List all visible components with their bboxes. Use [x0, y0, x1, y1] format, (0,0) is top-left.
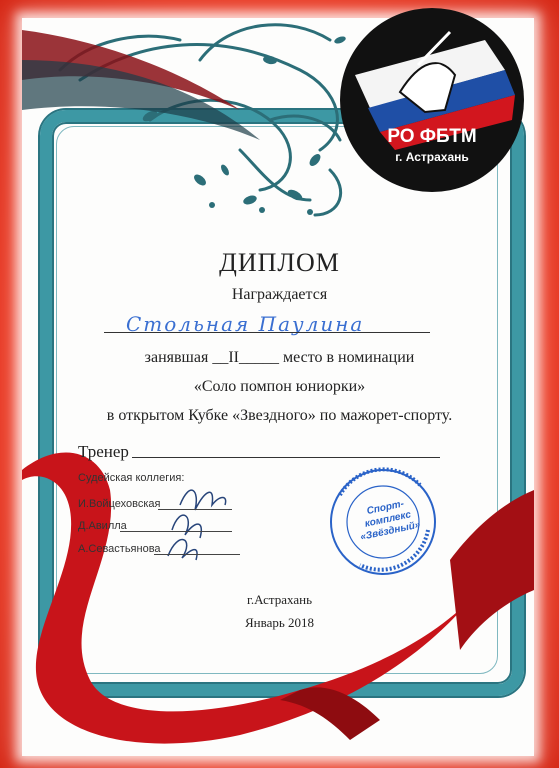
logo-emblem	[340, 8, 524, 192]
nomination-text: «Соло помпон юниорки»	[193, 378, 366, 395]
competition-text: в открытом Кубке «Звездного» по мажорет-спорту.	[106, 407, 453, 424]
signature-line	[120, 531, 232, 532]
place-line: занявшая __II_____ место в номинации	[144, 349, 415, 366]
logo-org-text: РО ФБТМ	[387, 126, 477, 147]
signatures	[168, 490, 226, 560]
jury-member: Д.Авилла	[78, 520, 127, 532]
footer-date: Январь 2018	[244, 615, 315, 630]
recipient-name: Стольная Паулина	[126, 312, 365, 336]
swirl-leaves	[141, 35, 347, 215]
jury-heading: Судейская коллегия:	[78, 472, 185, 484]
footer-city: г.Астрахань	[246, 592, 313, 607]
signature-line	[158, 509, 232, 510]
signature-line	[154, 554, 240, 555]
logo-city-text: г. Астрахань	[395, 150, 469, 164]
jury-member: И.Войцеховская	[78, 498, 161, 510]
recipient-underline	[104, 332, 430, 333]
certificate-title: ДИПЛОМ	[219, 248, 340, 277]
jury-member: А.Севастьянова	[78, 543, 161, 555]
coach-underline	[132, 457, 440, 458]
stamp-center-text: Спорт- комплекс «Звёздный»	[359, 498, 422, 543]
awarded-label: Награждается	[231, 286, 328, 303]
coach-label: Тренер	[78, 442, 129, 461]
